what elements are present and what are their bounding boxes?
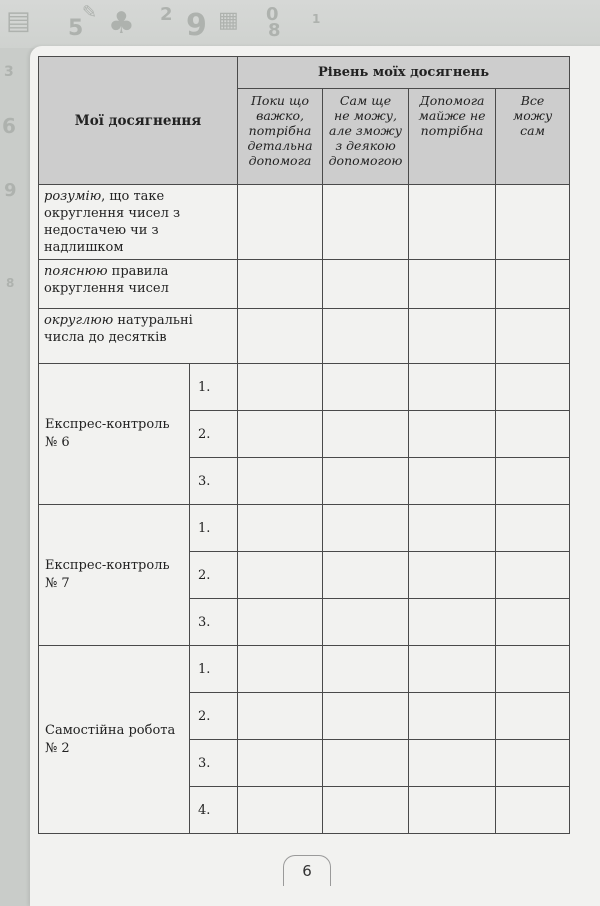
skill-verb: пояснюю bbox=[44, 264, 108, 279]
level-cell[interactable] bbox=[409, 505, 496, 552]
achievement-table bbox=[38, 56, 570, 834]
level-cell[interactable] bbox=[409, 364, 496, 411]
task-number: 4. bbox=[190, 787, 238, 834]
level-cell[interactable] bbox=[409, 458, 496, 505]
level-cell[interactable] bbox=[409, 787, 496, 834]
level-column-header: Сам ще не можу, але зможу з деякою допомогою bbox=[323, 89, 409, 185]
level-cell[interactable] bbox=[409, 552, 496, 599]
decor-digit: 9 bbox=[186, 8, 207, 43]
decor-digit: 0 bbox=[266, 4, 279, 25]
level-column-header: Поки що важко, потрібна детальна допомога bbox=[238, 89, 323, 185]
level-cell[interactable] bbox=[409, 309, 496, 364]
express-control-label: Експрес-контроль № 6 bbox=[39, 364, 190, 505]
level-cell[interactable] bbox=[238, 693, 323, 740]
level-cell[interactable] bbox=[496, 309, 570, 364]
skill-label bbox=[39, 309, 238, 364]
independent-work-label: Самостійна робота № 2 bbox=[39, 646, 190, 834]
level-cell[interactable] bbox=[496, 693, 570, 740]
level-cell[interactable] bbox=[409, 260, 496, 309]
level-cell[interactable] bbox=[238, 364, 323, 411]
level-cell[interactable] bbox=[238, 185, 323, 260]
skill-text: правила округлення чисел bbox=[44, 264, 169, 296]
page-number: 6 bbox=[283, 855, 331, 886]
decor-digit: 2 bbox=[160, 4, 173, 25]
level-cell[interactable] bbox=[323, 693, 409, 740]
task-number: 3. bbox=[190, 458, 238, 505]
task-number: 2. bbox=[190, 693, 238, 740]
level-cell[interactable] bbox=[238, 260, 323, 309]
skill-verb: розумію bbox=[44, 189, 102, 204]
books-icon: ▤ bbox=[6, 6, 31, 36]
decor-digit: 5 bbox=[68, 16, 84, 41]
level-cell[interactable] bbox=[496, 740, 570, 787]
task-number: 1. bbox=[190, 505, 238, 552]
level-cell[interactable] bbox=[323, 185, 409, 260]
level-cell[interactable] bbox=[496, 599, 570, 646]
level-cell[interactable] bbox=[496, 646, 570, 693]
task-number: 2. bbox=[190, 411, 238, 458]
level-cell[interactable] bbox=[496, 260, 570, 309]
level-cell[interactable] bbox=[496, 552, 570, 599]
level-cell[interactable] bbox=[496, 185, 570, 260]
level-cell[interactable] bbox=[323, 260, 409, 309]
table-row bbox=[39, 364, 570, 411]
level-cell[interactable] bbox=[323, 411, 409, 458]
decor-digit: 6 bbox=[2, 114, 16, 138]
level-cell[interactable] bbox=[323, 646, 409, 693]
level-cell[interactable] bbox=[323, 552, 409, 599]
header-achievement-level: Рівень моїх досягнень bbox=[238, 57, 570, 89]
level-cell[interactable] bbox=[409, 646, 496, 693]
task-number: 3. bbox=[190, 599, 238, 646]
task-number: 2. bbox=[190, 552, 238, 599]
skill-text: натуральні числа до десятків bbox=[44, 313, 193, 345]
level-column-header: Допомога майже не потрібна bbox=[409, 89, 496, 185]
decor-digit: 1 bbox=[312, 12, 321, 26]
level-cell[interactable] bbox=[238, 599, 323, 646]
task-number: 1. bbox=[190, 646, 238, 693]
decor-digit: 8 bbox=[268, 20, 281, 41]
level-cell[interactable] bbox=[238, 740, 323, 787]
level-cell[interactable] bbox=[323, 599, 409, 646]
level-cell[interactable] bbox=[496, 364, 570, 411]
level-cell[interactable] bbox=[238, 505, 323, 552]
tree-icon: ♣ bbox=[108, 6, 135, 41]
header-my-achievements: Мої досягнення bbox=[39, 57, 238, 185]
pencil-icon: ✎ bbox=[82, 2, 98, 23]
table-row bbox=[39, 309, 570, 364]
level-cell[interactable] bbox=[409, 185, 496, 260]
level-cell[interactable] bbox=[238, 458, 323, 505]
task-number: 3. bbox=[190, 740, 238, 787]
calculator-icon: ▦ bbox=[218, 8, 239, 33]
table-row bbox=[39, 505, 570, 552]
level-cell[interactable] bbox=[496, 787, 570, 834]
level-cell[interactable] bbox=[323, 505, 409, 552]
level-cell[interactable] bbox=[496, 458, 570, 505]
level-cell[interactable] bbox=[409, 599, 496, 646]
decor-digit: 8 bbox=[6, 276, 15, 290]
table-row bbox=[39, 646, 570, 693]
level-cell[interactable] bbox=[323, 458, 409, 505]
skill-text: , що таке округлення чисел з недостачею чи з надлишком bbox=[44, 189, 181, 255]
skill-verb: округлюю bbox=[44, 313, 114, 328]
level-cell[interactable] bbox=[238, 309, 323, 364]
level-column-header: Все можу сам bbox=[496, 89, 570, 185]
decor-digit: 9 bbox=[4, 180, 17, 201]
level-cell[interactable] bbox=[409, 411, 496, 458]
level-cell[interactable] bbox=[323, 787, 409, 834]
level-cell[interactable] bbox=[323, 740, 409, 787]
decorative-header-strip bbox=[0, 0, 600, 48]
level-cell[interactable] bbox=[238, 552, 323, 599]
task-number: 1. bbox=[190, 364, 238, 411]
level-cell[interactable] bbox=[323, 309, 409, 364]
level-cell[interactable] bbox=[409, 740, 496, 787]
level-cell[interactable] bbox=[409, 693, 496, 740]
table-row bbox=[39, 185, 570, 260]
decor-digit: 3 bbox=[4, 64, 14, 80]
skill-label bbox=[39, 185, 238, 260]
level-cell[interactable] bbox=[496, 505, 570, 552]
level-cell[interactable] bbox=[238, 787, 323, 834]
express-control-label: Експрес-контроль № 7 bbox=[39, 505, 190, 646]
level-cell[interactable] bbox=[496, 411, 570, 458]
level-cell[interactable] bbox=[323, 364, 409, 411]
table-row bbox=[39, 260, 570, 309]
level-cell[interactable] bbox=[238, 646, 323, 693]
level-cell[interactable] bbox=[238, 411, 323, 458]
skill-label bbox=[39, 260, 238, 309]
